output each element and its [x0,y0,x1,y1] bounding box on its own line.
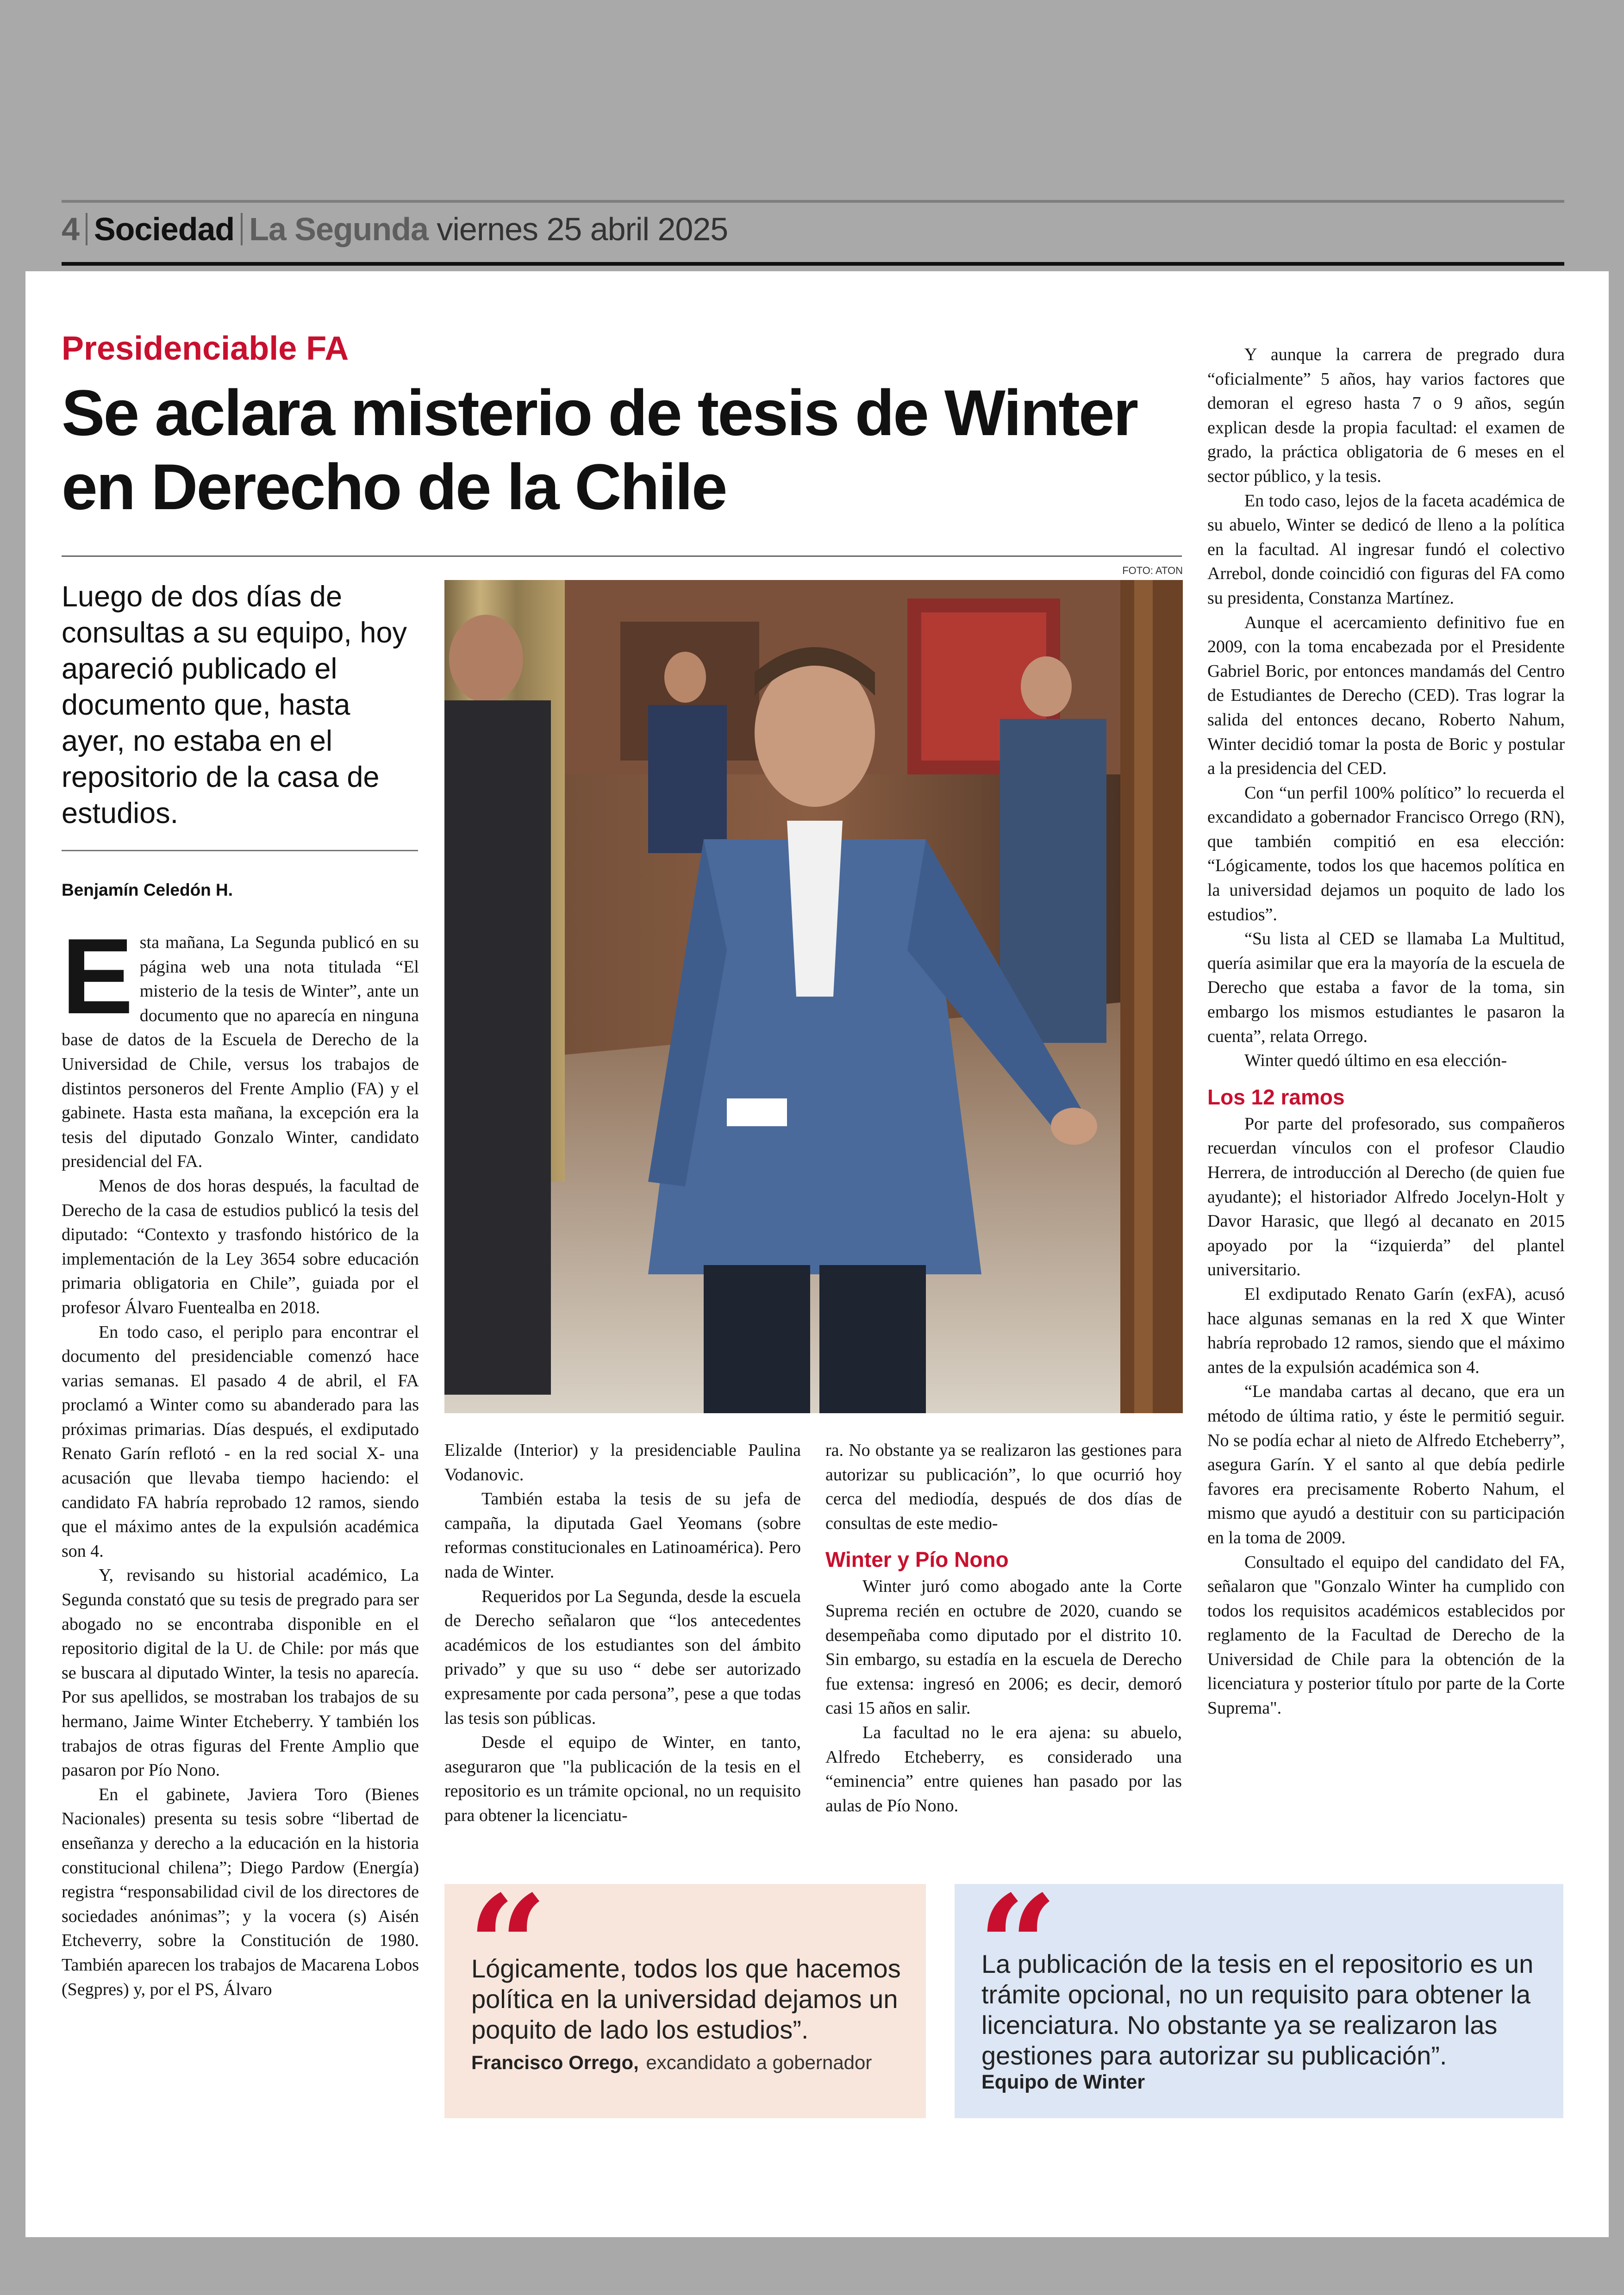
body-paragraph: Y aunque la carrera de pregrado dura “oficialmente” 5 años, hay varios factores que demoran el egreso hasta 7 o 9 años, según explican desde la propia facultad: el examen de grado, la práctica obligatoria de 6 meses en el sector público, y la tesis. [1207,345,1565,486]
body-paragraph: “Le mandaba cartas al decano, que era un método de última ratio, y éste le permitió seguir. No se podía echar al nieto de Alfredo Etcheberry”, asegura Garín. Y el santo al que debía pedirle favores era precisamente Roberto Nahum, el mismo que ayudó a destituir con su participación en la toma de 2009. [1207,1382,1565,1547]
header-divider [241,213,243,245]
body-column-right [1207,343,1565,1721]
body-column-left [62,917,419,2002]
quote-mark-icon: “ [468,1865,548,2028]
body-paragraph: Elizalde (Interior) y la presidenciable Paulina Vodanovic. [444,1441,801,1484]
body-paragraph: Requeridos por La Segunda, desde la escuela de Derecho señalaron que “los antecedentes académicos de los estudiantes son del ámbito privado” y que su uso “ debe ser autorizado expresamente por cada persona”, pese a que todas las tesis son públicas. [444,1586,801,1728]
header-divider [86,213,87,245]
body-column-mid-1 [444,1438,801,1828]
article-headline: Se aclara misterio de tesis de Winter en Derecho de la Chile [62,376,1137,523]
subheading: Los 12 ramos [1207,1085,1345,1109]
body-paragraph: Aunque el acercamiento definitivo fue en 2009, con la toma encabezada por el Presidente Gabriel Boric, por entonces mandamás del Centro de Estudiantes de Derecho (CED). Tras lograr la salida del entonces decano, Roberto Nahum, Winter decidió tomar la posta de Boric y postular a la presidencia del CED. [1207,612,1565,779]
header-rule-thick [62,262,1564,266]
body-paragraph: Por parte del profesorado, sus compañeros recuerdan vínculos con el profesor Claudio Herrera, de introducción al Derecho (de quien fue ayudante); el historiador Alfredo Jocelyn-Holt y Davor Harasic, que llegó al decanato en 2015 apoyado por la “izquierda” del plantel universitario. [1207,1114,1565,1280]
photo-credit: FOTO: ATON [1122,565,1183,576]
article-photo [444,580,1183,1413]
body-paragraph: Esta mañana, La Segunda publicó en su página web una nota titulada “El misterio de la tesis de Winter”, ante un documento que no aparecía en ninguna base de datos de la Escuela de Derecho de la Universidad de Chile, versus los trabajos de distintos personeros del Frente Amplio (FA) y el gabinete. Hasta esta mañana, la excepción era la tesis del diputado Gonzalo Winter, candidato presidencial del FA. [62,917,419,1172]
body-paragraph: En todo caso, lejos de la faceta académica de su abuelo, Winter se dedicó de lleno a la política en la facultad. Al ingresar fundó el colectivo Arrebol, donde coincidió con figuras del FA como su presidenta, Constanza Martínez. [1207,491,1565,608]
quote-body: Lógicamente, todos los que hacemos política en la universidad dejamos un poquito de lado los estudios”. [471,1954,901,2044]
quote-mark-icon: “ [978,1865,1058,2028]
section-name: Sociedad [94,211,235,247]
body-paragraph: “Su lista al CED se llamaba La Multitud, quería asimilar que era la mayoría de la escuela de Derecho que estaba a favor de la toma, sin embargo los mismos estudiantes le pasaron la cuenta”, relata Orrego. [1207,929,1565,1046]
body-paragraph: ra. No obstante ya se realizaron las gestiones para autorizar su publicación”, lo que ocurrió hoy cerca del mediodía, después de dos días de consultas de este medio- [825,1441,1182,1533]
body-paragraph: También estaba la tesis de su jefa de campaña, la diputada Gael Yeomans (sobre reformas constitucionales en Latinoamérica). Pero nada de Winter. [444,1489,801,1582]
publication-date: viernes 25 abril 2025 [437,211,728,247]
body-paragraph: El exdiputado Renato Garín (exFA), acusó hace algunas semanas en la red X que Winter habría reprobado 12 ramos, siendo que el máximo antes de la expulsión académica son 4. [1207,1284,1565,1377]
body-paragraph: En todo caso, el periplo para encontrar el documento del presidenciable comenzó hace varias semanas. El pasado 4 de abril, el FA proclamó a Winter como su abanderado para las próximas primarias. Días después, el exdiputado Renato Garín reflotó - en la red social X- una acusación que llevaba tiempo haciendo: el candidato FA habría reprobado 12 ramos, siendo que el máximo antes de la expulsión académica son 4. [62,1322,419,1561]
page-header [62,208,728,250]
article-kicker: Presidenciable FA [62,330,349,367]
body-paragraph: Con “un perfil 100% político” lo recuerda el excandidato a gobernador Francisco Orrego (RN), que también compitió en esa elección: “Lógicamente, todos los que hacemos política en la universidad dejamos un poquito de lado los estudios”. [1207,783,1565,924]
quote-body: La publicación de la tesis en el repositorio es un trámite opcional, no un requisito para obtener la licenciatura. No obstante ya se realizaron las gestiones para autorizar su publicación”. [981,1949,1534,2070]
body-paragraph: Consultado el equipo del candidato del FA, señalaron que "Gonzalo Winter ha cumplido con todos los requisitos académicos establecidos por reglamento de la Facultad de Derecho de la Universidad de Chile para la obtención de la licenciatura y posterior título por parte de la Corte Suprema". [1207,1552,1565,1718]
body-paragraph: Desde el equipo de Winter, en tanto, aseguraron que "la publicación de la tesis en el repositorio es un trámite opcional, no un requisito para obtener la licenciatu- [444,1733,801,1825]
body-paragraph: Winter juró como abogado ante la Corte Suprema recién en octubre de 2020, cuando se desempeñaba como diputado por el distrito 10. Sin embargo, su estadía en la escuela de Derecho fue extensa: ingresó en 2006; es decir, demoró casi 15 años en salir. [825,1577,1182,1718]
body-paragraph: La facultad no le era ajena: su abuelo, Alfredo Etcheberry, es considerado una “eminencia” entre quienes han pasado por las aulas de Pío Nono. [825,1722,1182,1815]
body-paragraph: Menos de dos horas después, la facultad de Derecho de la casa de estudios publicó la tesis del diputado: “Contexto y trasfondo histórico de la implementación de la Ley 3654 sobre educación primaria obligatoria en Chile”, guiada por el profesor Álvaro Fuentealba en 2018. [62,1176,419,1317]
page-number: 4 [62,211,79,247]
subheading: Winter y Pío Nono [825,1547,1009,1572]
article-lede: Luego de dos días de consultas a su equipo, hoy apareció publicado el documento que, hasta ayer, no estaba en el repositorio de la casa de estudios. [62,580,407,829]
drop-cap: E [62,917,133,1036]
body-paragraph: Winter quedó último en esa elección- [1244,1051,1507,1071]
quote-source: Equipo de Winter [981,2071,1145,2093]
lede-divider [62,850,418,851]
article-byline: Benjamín Celedón H. [62,880,233,899]
publication-name: La Segunda [249,211,428,247]
headline-divider [62,555,1182,557]
pull-quote-team [955,1865,1563,2118]
pull-quote-orrego [444,1865,926,2118]
pull-quote-text [471,1953,906,2078]
body-paragraph: Y, revisando su historial académico, La Segunda constató que su tesis de pregrado para ser abogado no se encontraba disponible en el repositorio digital de la U. de Chile: por más que se buscara al diputado Winter, la tesis no aparecía. Por sus apellidos, se mostraban los trabajos de su hermano, Jaime Winter Etcheberry. Y también los trabajos de otras figuras del Frente Amplio que pasaron por Pío Nono. [62,1565,419,1780]
quote-author: Francisco Orrego, [471,2052,639,2073]
body-column-mid-2 [825,1438,1182,1818]
pull-quote-text [981,1949,1542,2093]
body-paragraph: En el gabinete, Javiera Toro (Bienes Nacionales) presenta su tesis sobre “libertad de enseñanza y derecho a la educación en la historia constitucional chilena”; Diego Pardow (Energía) registra “responsabilidad civil de los directores de sociedades anónimas”; y la vocera (s) Aisén Etcheverry, sobre la Constitución de 1980. También aparecen los trabajos de Macarena Lobos (Segpres) y, por el PS, Álvaro [62,1784,419,1999]
header-rule [62,200,1564,203]
quote-author-role: excandidato a gobernador [646,2052,872,2073]
photo-illustration [444,580,1183,1413]
